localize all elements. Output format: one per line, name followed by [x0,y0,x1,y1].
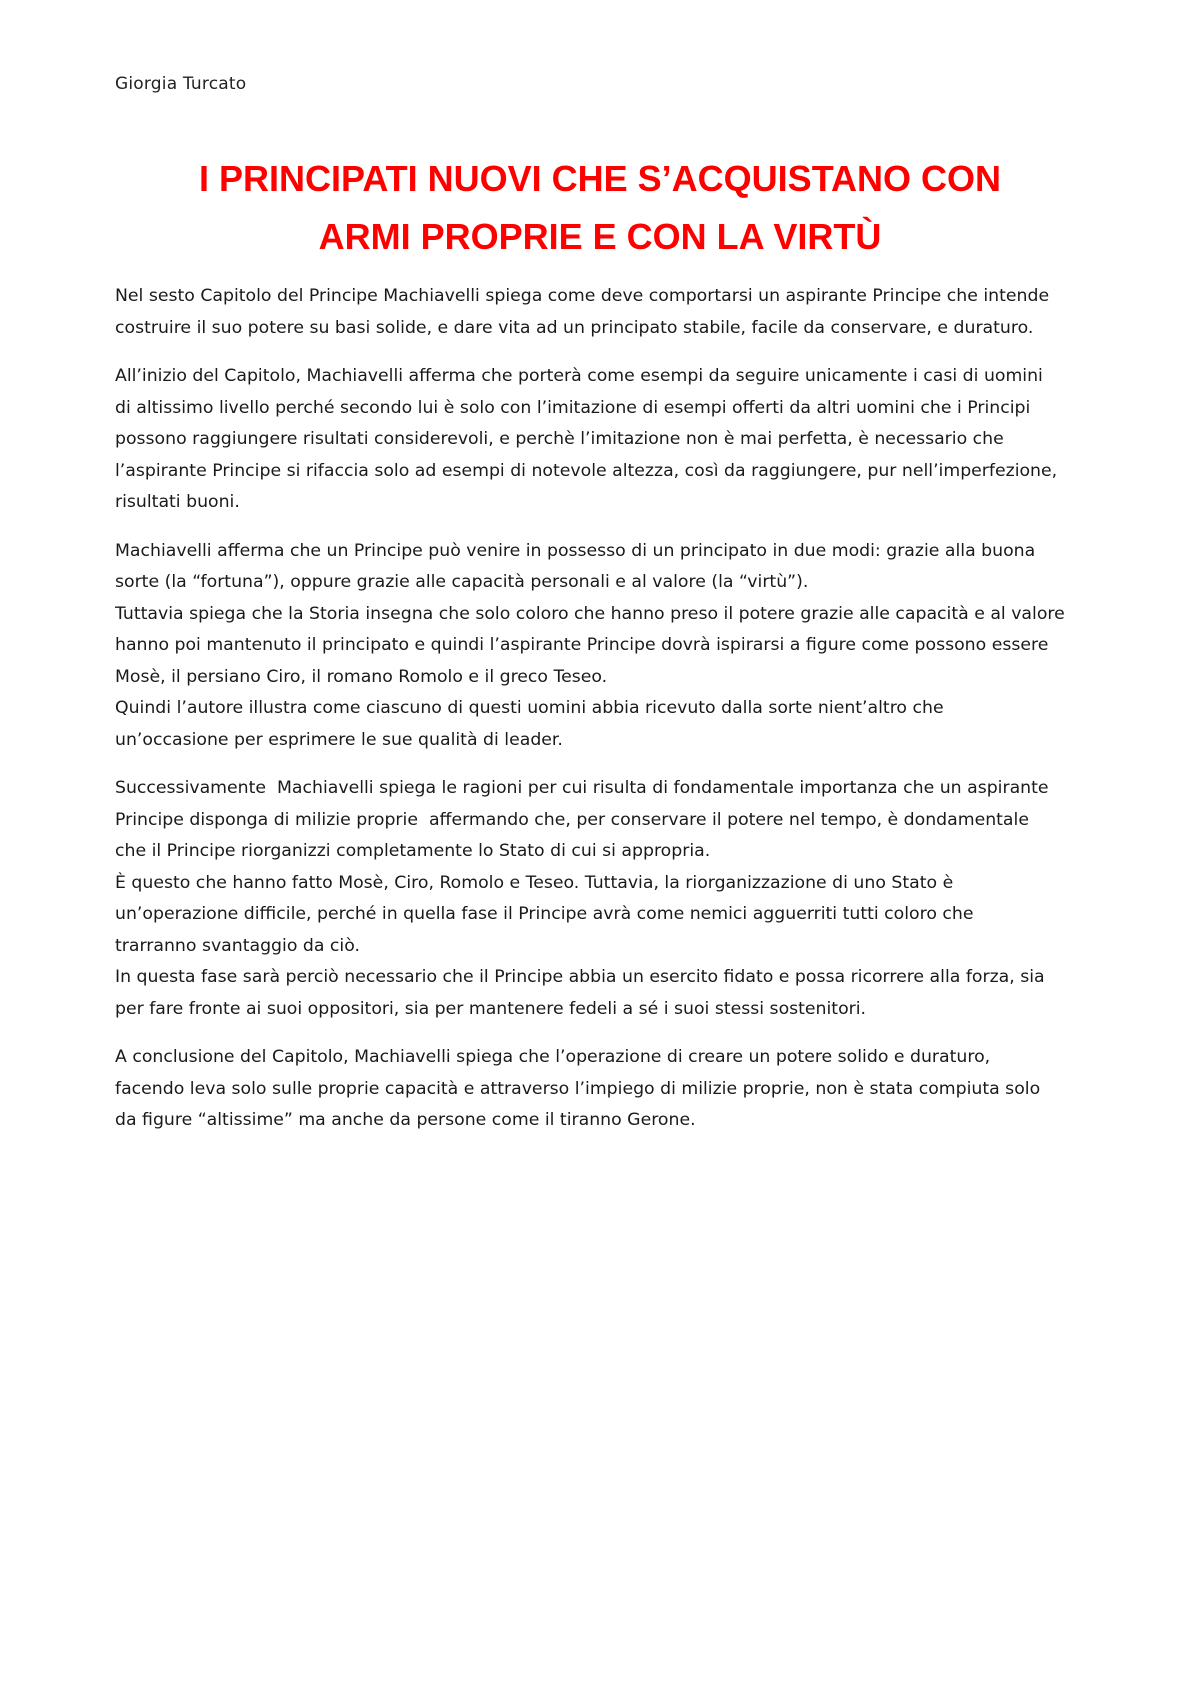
text-line: per fare fronte ai suoi oppositori, sia per mantenere fedeli a sé i suoi stessi sostenitori. [115,998,867,1019]
text-line: In questa fase sarà perciò necessario che il Principe abbia un esercito fidato e possa ricorrere alla forza, sia [115,967,1045,987]
text-line: Principe disponga di milizie proprie affermando che, per conservare il potere nel tempo, è dondamentale [115,809,1029,830]
paragraph [115,536,1105,757]
text-line: Machiavelli afferma che un Principe può venire in possesso di un principato in due modi: grazie alla buona [115,540,1036,561]
text-line: un’occasione per esprimere le sue qualità di leader. [115,729,563,750]
document-body [115,281,1105,1154]
text-line: sorte (la “fortuna”), oppure grazie alle capacità personali e al valore (la “virtù”). [115,572,809,592]
paragraph [115,361,1105,519]
text-line: Quindi l’autore illustra come ciascuno di questi uomini abbia ricevuto dalla sorte nient’altro che [115,698,944,718]
text-line: Successivamente Machiavelli spiega le ragioni per cui risulta di fondamentale importanza che un aspirante [115,778,1049,798]
text-line: di altissimo livello perché secondo lui è solo con l’imitazione di esempi offerti da altri uomini che i Principi [115,397,1031,418]
text-line: l’aspirante Principe si rifaccia solo ad esempi di notevole altezza, così da raggiungere, pur nell’imperfezione, [115,460,1058,481]
text-line: un’operazione difficile, perché in quella fase il Principe avrà come nemici agguerriti tutti coloro che [115,904,974,924]
text-line: A conclusione del Capitolo, Machiavelli spiega che l’operazione di creare un potere solido e duraturo, [115,1047,991,1067]
text-line: Mosè, il persiano Ciro, il romano Romolo e il greco Teseo. [115,666,608,687]
title-line: I PRINCIPATI NUOVI CHE S’ACQUISTANO CON [198,158,1002,199]
author-name: Giorgia Turcato [115,74,247,94]
paragraph [115,1042,1105,1137]
text-line: hanno poi mantenuto il principato e quindi l’aspirante Principe dovrà ispirarsi a figure come possono essere [115,635,1049,655]
text-line: possono raggiungere risultati considerevoli, e perchè l’imitazione non è mai perfetta, è necessario che [115,429,1004,449]
document-title [100,150,1100,266]
text-line: È questo che hanno fatto Mosè, Ciro, Romolo e Teseo. Tuttavia, la riorganizzazione di uno Stato è [115,872,954,893]
text-line: da figure “altissime” ma anche da persone come il tiranno Gerone. [115,1110,696,1130]
text-line: All’inizio del Capitolo, Machiavelli afferma che porterà come esempi da seguire unicamente i casi di uomini [115,366,1043,386]
text-line: trarranno svantaggio da ciò. [115,935,361,956]
text-line: Tuttavia spiega che la Storia insegna che solo coloro che hanno preso il potere grazie alle capacità e al valore [115,603,1065,624]
paragraph [115,281,1105,344]
text-line: che il Principe riorganizzi completamente lo Stato di cui si appropria. [115,841,711,861]
text-line: costruire il suo potere su basi solide, e dare vita ad un principato stabile, facile da conservare, e duraturo. [115,317,1034,338]
title-line: ARMI PROPRIE E CON LA VIRTÙ [318,216,882,257]
text-line: Nel sesto Capitolo del Principe Machiavelli spiega come deve comportarsi un aspirante Principe che intende [115,286,1050,306]
text-line: facendo leva solo sulle proprie capacità e attraverso l’impiego di milizie proprie, non è stata compiuta solo [115,1078,1041,1099]
paragraph [115,773,1105,1025]
text-line: risultati buoni. [115,492,240,512]
